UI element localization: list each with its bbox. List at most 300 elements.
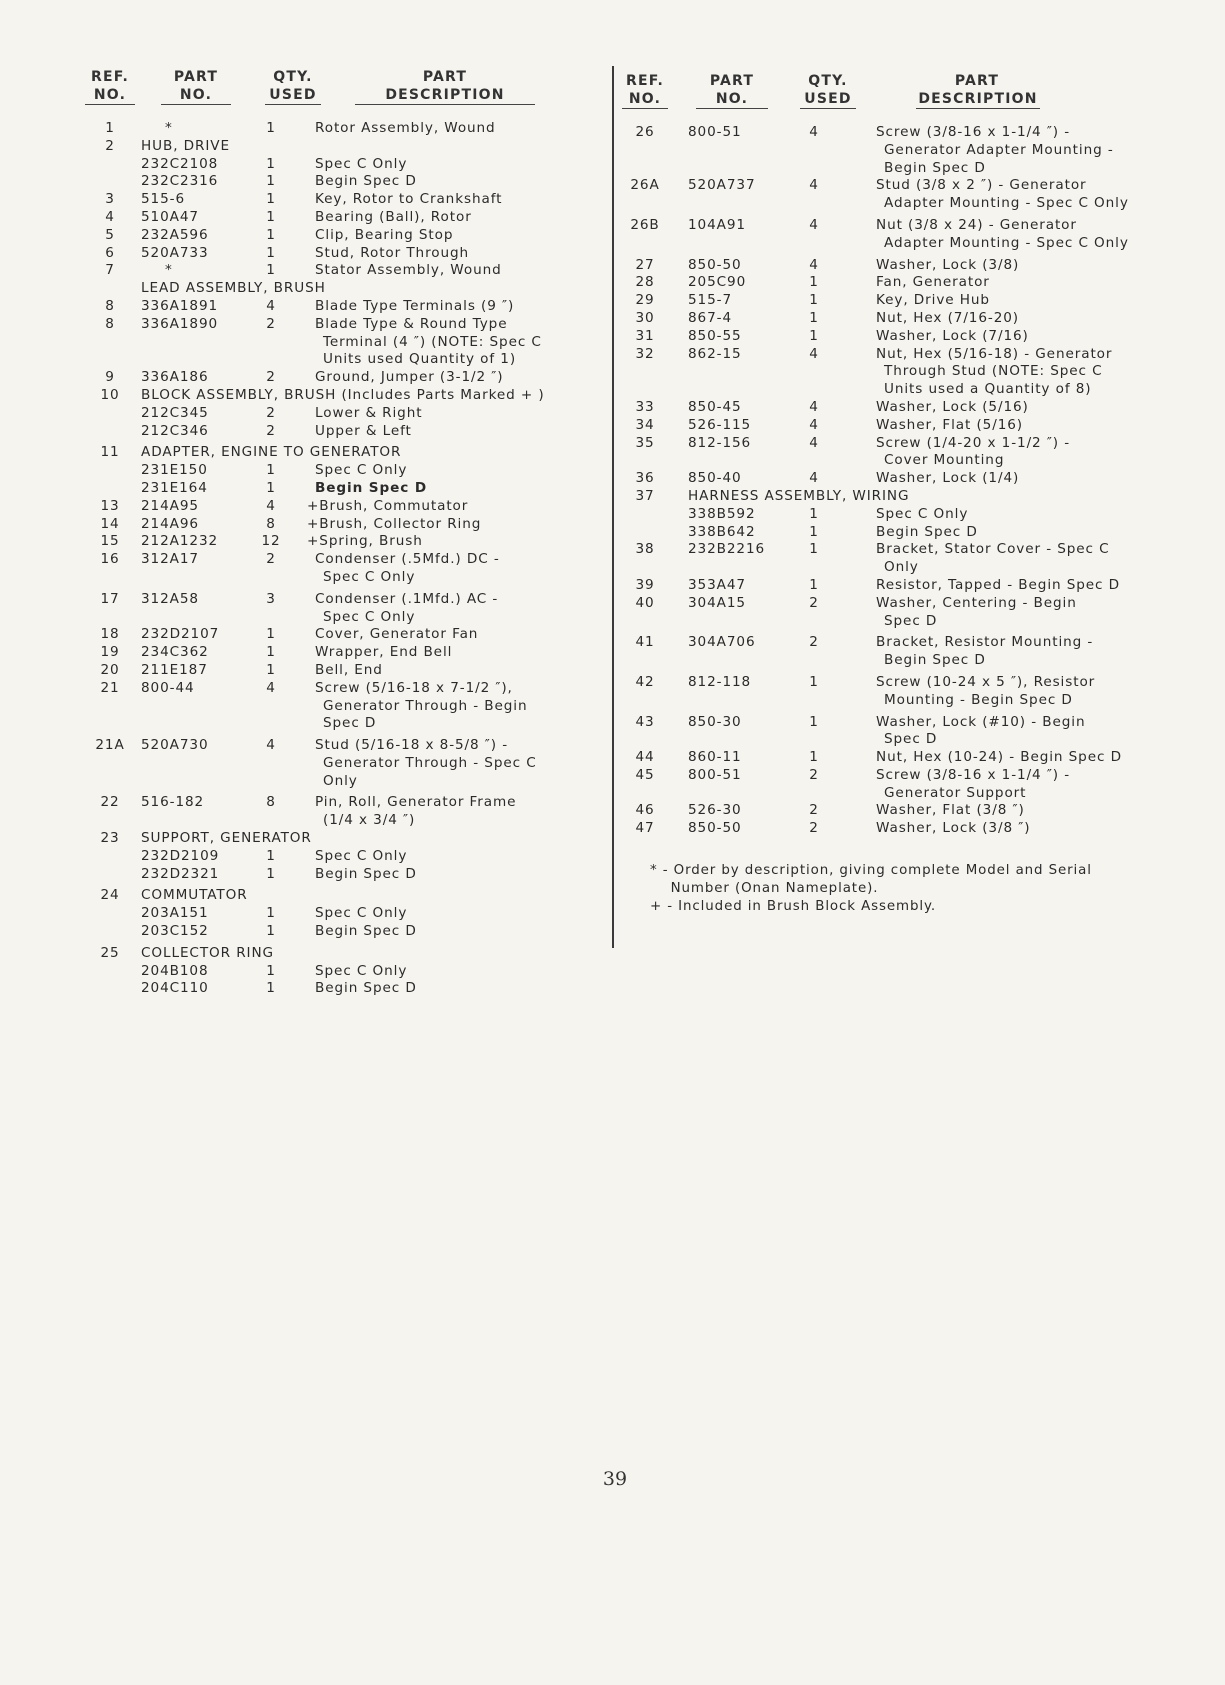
group-row	[85, 945, 605, 963]
part-description: Condenser (.1Mfd.) AC -	[315, 590, 499, 607]
assembly-heading: BLOCK ASSEMBLY, BRUSH (Includes Parts Marked + )	[141, 386, 545, 403]
part-description: Key, Rotor to Crankshaft	[315, 191, 503, 208]
part-row	[622, 274, 1142, 292]
part-number: 336A186	[141, 369, 209, 386]
ref-number: 45	[635, 766, 655, 783]
qty-used: 2	[266, 422, 276, 439]
continuation-row	[622, 160, 1142, 178]
part-number: 212C345	[141, 404, 209, 421]
part-description: Lower & Right	[315, 404, 423, 421]
part-description: Spec C Only	[315, 847, 408, 864]
continuation-row	[622, 195, 1142, 213]
part-description: Washer, Lock (3/8 ″)	[876, 820, 1031, 837]
group-row	[85, 138, 605, 156]
ref-number: 16	[100, 551, 120, 568]
part-description: Nut, Hex (5/16-18) - Generator	[876, 345, 1113, 362]
ref-number: 28	[635, 274, 655, 291]
part-row	[85, 120, 605, 138]
qty-used: 2	[266, 551, 276, 568]
ref-number: 30	[635, 309, 655, 326]
part-number: 860-11	[688, 749, 742, 766]
part-row	[622, 767, 1142, 785]
ref-header-line1: REF.	[626, 73, 664, 89]
ref-number: 15	[100, 533, 120, 550]
ref-number: 33	[635, 398, 655, 415]
assembly-heading: SUPPORT, GENERATOR	[141, 830, 312, 847]
continuation-row	[85, 334, 605, 352]
part-row	[85, 316, 605, 334]
ref-number: 21A	[95, 737, 125, 754]
continuation-row	[622, 559, 1142, 577]
continuation-row	[622, 381, 1142, 399]
part-number: 850-50	[688, 820, 742, 837]
qty-used: 1	[809, 576, 819, 593]
part-description-cont: Only	[323, 772, 358, 789]
continuation-row	[622, 363, 1142, 381]
qty-used: 1	[809, 274, 819, 291]
qty-used: 4	[809, 216, 819, 233]
part-description: Washer, Lock (7/16)	[876, 327, 1029, 344]
part-row	[85, 737, 605, 755]
part-row	[85, 848, 605, 866]
part-number: 812-156	[688, 434, 752, 451]
part-description: Stud (5/16-18 x 8-5/8 ″) -	[315, 737, 509, 754]
part-number: 312A17	[141, 551, 199, 568]
assembly-heading: HARNESS ASSEMBLY, WIRING	[688, 487, 910, 504]
ref-number: 26A	[630, 177, 660, 194]
part-description-cont: Begin Spec D	[884, 652, 986, 669]
part-row	[85, 680, 605, 698]
qty-used: 2	[266, 315, 276, 332]
continuation-row	[622, 692, 1142, 710]
part-number: 211E187	[141, 661, 208, 678]
qty-used: 1	[809, 673, 819, 690]
continuation-row	[85, 609, 605, 627]
qty-used: 1	[266, 208, 276, 225]
qty-used: 1	[266, 962, 276, 979]
part-row	[622, 177, 1142, 195]
part-number: 212C346	[141, 422, 209, 439]
ref-number: 40	[635, 594, 655, 611]
qty-used: 1	[809, 523, 819, 540]
part-description: Stud (3/8 x 2 ″) - Generator	[876, 177, 1087, 194]
part-row	[622, 674, 1142, 692]
part-row	[85, 209, 605, 227]
ref-number: 14	[100, 515, 120, 532]
group-row	[85, 444, 605, 462]
footnote-line: Number (Onan Nameplate).	[650, 881, 879, 897]
part-description-cont: Units used a Quantity of 8)	[884, 381, 1092, 398]
ref-number: 8	[105, 315, 115, 332]
part-number: 203C152	[141, 923, 209, 940]
continuation-row	[85, 569, 605, 587]
continuation-row	[85, 773, 605, 791]
part-row	[622, 470, 1142, 488]
part-description-cont: Only	[884, 559, 919, 576]
qty-used: 3	[266, 590, 276, 607]
part-number: 214A95	[141, 497, 199, 514]
right-parts-column	[622, 72, 1142, 916]
ref-number: 24	[100, 887, 120, 904]
group-row	[85, 280, 605, 298]
part-row	[85, 963, 605, 981]
part-number: 515-6	[141, 191, 186, 208]
qty-used: 12	[261, 533, 281, 550]
part-description: Bell, End	[315, 661, 383, 678]
part-number: 204C110	[141, 980, 209, 997]
part-description: Screw (3/8-16 x 1-1/4 ″) -	[876, 124, 1071, 140]
part-description: Nut (3/8 x 24) - Generator	[876, 216, 1077, 233]
part-row	[622, 292, 1142, 310]
ref-number: 18	[100, 626, 120, 643]
continuation-row	[622, 785, 1142, 803]
part-row	[85, 245, 605, 263]
ref-number: 6	[105, 244, 115, 261]
qty-header-line2: USED	[800, 90, 856, 109]
part-row	[85, 516, 605, 534]
part-description-cont: Adapter Mounting - Spec C Only	[884, 234, 1129, 251]
ref-number: 36	[635, 470, 655, 487]
qty-used: 2	[809, 820, 819, 837]
part-description: Blade Type Terminals (9 ″)	[315, 297, 515, 314]
part-number: 850-30	[688, 713, 742, 730]
page-number: 39	[602, 1468, 628, 1490]
part-row	[622, 417, 1142, 435]
qty-used: 1	[266, 923, 276, 940]
part-description-cont: Begin Spec D	[884, 159, 986, 176]
part-description: Begin Spec D	[315, 865, 417, 882]
footnote-line: + - Included in Brush Block Assembly.	[650, 899, 937, 915]
continuation-row	[85, 351, 605, 369]
part-description: Bracket, Stator Cover - Spec C	[876, 541, 1110, 558]
part-row	[85, 480, 605, 498]
group-row	[622, 488, 1142, 506]
part-header-line2: NO.	[696, 90, 768, 109]
continuation-row	[622, 235, 1142, 253]
part-description: Fan, Generator	[876, 274, 990, 291]
qty-used: 1	[266, 905, 276, 922]
part-number: 520A737	[688, 177, 756, 194]
part-number: 336A1890	[141, 315, 219, 332]
qty-used: 2	[809, 634, 819, 651]
assembly-heading: COMMUTATOR	[141, 887, 248, 904]
ref-number: 10	[100, 386, 120, 403]
part-description: Rotor Assembly, Wound	[315, 120, 496, 136]
part-row	[85, 262, 605, 280]
part-description: Begin Spec D	[315, 980, 417, 997]
qty-used: 1	[809, 713, 819, 730]
part-description: Washer, Lock (5/16)	[876, 398, 1029, 415]
part-row	[85, 423, 605, 441]
part-number: 212A1232	[141, 533, 219, 550]
ref-number: 21	[100, 679, 120, 696]
ref-number: 38	[635, 541, 655, 558]
part-description: Washer, Lock (#10) - Begin	[876, 713, 1086, 730]
part-description: Begin Spec D	[876, 523, 978, 540]
continuation-row	[85, 812, 605, 830]
part-description-cont: (1/4 x 3/4 ″)	[323, 812, 416, 829]
part-description: Nut, Hex (10-24) - Begin Spec D	[876, 749, 1122, 766]
ref-number: 32	[635, 345, 655, 362]
ref-number: 11	[100, 444, 120, 461]
part-row	[85, 905, 605, 923]
part-row	[622, 435, 1142, 453]
part-row	[622, 541, 1142, 559]
ref-number: 7	[105, 262, 115, 279]
ref-number: 43	[635, 713, 655, 730]
part-row	[622, 577, 1142, 595]
qty-used: 4	[809, 470, 819, 487]
part-description: Resistor, Tapped - Begin Spec D	[876, 576, 1121, 593]
part-row	[85, 369, 605, 387]
part-description: Begin Spec D	[315, 173, 417, 190]
part-number: 850-45	[688, 398, 742, 415]
part-number: 232C2316	[141, 173, 219, 190]
ref-number: 39	[635, 576, 655, 593]
part-row	[622, 749, 1142, 767]
part-row	[85, 462, 605, 480]
right-parts-rows	[622, 124, 1142, 838]
qty-used: 1	[266, 120, 276, 136]
part-number: 526-115	[688, 416, 752, 433]
qty-used: 1	[809, 309, 819, 326]
ref-number: 2	[105, 137, 115, 154]
part-header-line1: PART	[173, 69, 219, 85]
left-parts-column	[85, 68, 605, 998]
part-number: 232A596	[141, 226, 209, 243]
part-description: Cover, Generator Fan	[315, 626, 479, 643]
part-description-cont: Generator Through - Spec C	[323, 754, 537, 771]
ref-header-line2: NO.	[85, 86, 135, 105]
qty-used: 1	[266, 626, 276, 643]
continuation-row	[622, 731, 1142, 749]
ref-number: 17	[100, 590, 120, 607]
part-row	[622, 820, 1142, 838]
part-row	[85, 794, 605, 812]
part-description: Clip, Bearing Stop	[315, 226, 454, 243]
continuation-row	[622, 452, 1142, 470]
part-row	[85, 227, 605, 245]
part-number: 232D2107	[141, 626, 220, 643]
part-description: Begin Spec D	[315, 479, 427, 496]
qty-used: 4	[266, 679, 276, 696]
part-description: Bracket, Resistor Mounting -	[876, 634, 1094, 651]
part-description: Screw (1/4-20 x 1-1/2 ″) -	[876, 434, 1071, 451]
part-description: Spec C Only	[315, 462, 408, 479]
part-description-cont: Mounting - Begin Spec D	[884, 691, 1073, 708]
qty-used: 1	[809, 327, 819, 344]
qty-used: 2	[266, 404, 276, 421]
part-description-cont: Spec D	[884, 731, 938, 748]
part-row	[85, 533, 605, 551]
ref-number: 20	[100, 661, 120, 678]
continuation-row	[622, 652, 1142, 670]
part-description: Spec C Only	[876, 505, 969, 522]
qty-header-line1: QTY.	[808, 73, 848, 89]
part-description-cont: Terminal (4 ″) (NOTE: Spec C	[323, 333, 542, 350]
part-number: 862-15	[688, 345, 742, 362]
part-number: 104A91	[688, 216, 746, 233]
part-description: Pin, Roll, Generator Frame	[315, 794, 517, 811]
part-number: 800-51	[688, 124, 742, 140]
desc-header-line1: PART	[954, 73, 1000, 89]
ref-number: 25	[100, 944, 120, 961]
part-number: 203A151	[141, 905, 209, 922]
qty-used: 1	[266, 865, 276, 882]
part-number: 231E150	[141, 462, 208, 479]
ref-number: 35	[635, 434, 655, 451]
part-number: 234C362	[141, 644, 209, 661]
part-description-cont: Spec D	[323, 715, 377, 732]
qty-used: 4	[809, 256, 819, 273]
part-row	[85, 662, 605, 680]
qty-used: 4	[809, 124, 819, 140]
part-number: 204B108	[141, 962, 209, 979]
part-row	[622, 399, 1142, 417]
part-row	[85, 591, 605, 609]
part-description: Ground, Jumper (3-1/2 ″)	[315, 369, 504, 386]
part-description: Spec C Only	[315, 155, 408, 172]
qty-used: 4	[809, 434, 819, 451]
assembly-heading: COLLECTOR RING	[141, 944, 274, 961]
ref-number: 29	[635, 292, 655, 309]
qty-used: 4	[266, 737, 276, 754]
part-description: Nut, Hex (7/16-20)	[876, 309, 1020, 326]
ref-header-line2: NO.	[622, 90, 668, 109]
part-number: 800-44	[141, 679, 195, 696]
qty-used: 1	[266, 980, 276, 997]
qty-used: 1	[809, 292, 819, 309]
ref-number: 47	[635, 820, 655, 837]
continuation-row	[622, 613, 1142, 631]
part-row	[85, 191, 605, 209]
part-row	[622, 310, 1142, 328]
part-row	[622, 328, 1142, 346]
part-number: 800-51	[688, 766, 742, 783]
qty-used: 8	[266, 515, 276, 532]
part-number: 232C2108	[141, 155, 219, 172]
part-number: 515-7	[688, 292, 733, 309]
part-number: 338B642	[688, 523, 756, 540]
continuation-row	[85, 698, 605, 716]
desc-header-line2: DESCRIPTION	[916, 90, 1040, 109]
part-description: Upper & Left	[315, 422, 412, 439]
ref-number: 26B	[630, 216, 660, 233]
part-number: *	[165, 120, 173, 136]
part-number: 850-40	[688, 470, 742, 487]
ref-number: 9	[105, 369, 115, 386]
part-row	[85, 173, 605, 191]
part-description-cont: Spec C Only	[323, 608, 416, 625]
part-number: 520A730	[141, 737, 209, 754]
part-description: Bearing (Ball), Rotor	[315, 208, 472, 225]
part-row	[622, 634, 1142, 652]
part-number: 336A1891	[141, 297, 219, 314]
part-row	[85, 298, 605, 316]
part-row	[85, 866, 605, 884]
ref-number: 3	[105, 191, 115, 208]
ref-number: 34	[635, 416, 655, 433]
part-description: Washer, Lock (3/8)	[876, 256, 1020, 273]
part-row	[622, 595, 1142, 613]
part-description-cont: Adapter Mounting - Spec C Only	[884, 195, 1129, 212]
part-number: 510A47	[141, 208, 199, 225]
part-number: 312A58	[141, 590, 199, 607]
part-row	[622, 506, 1142, 524]
part-description-cont: Spec D	[884, 612, 938, 629]
column-divider	[612, 66, 614, 948]
part-description-cont: Through Stud (NOTE: Spec C	[884, 363, 1103, 380]
continuation-row	[85, 715, 605, 733]
group-row	[85, 387, 605, 405]
ref-number: 13	[100, 497, 120, 514]
qty-used: 4	[809, 345, 819, 362]
qty-used: 1	[266, 661, 276, 678]
part-number: 850-55	[688, 327, 742, 344]
group-row	[85, 830, 605, 848]
ref-number: 1	[105, 120, 115, 136]
footnotes	[650, 862, 1142, 916]
qty-used: 1	[266, 847, 276, 864]
part-description: Spec C Only	[315, 962, 408, 979]
part-description: Condenser (.5Mfd.) DC -	[315, 551, 500, 568]
qty-used: 1	[809, 749, 819, 766]
part-row	[85, 156, 605, 174]
part-row	[622, 346, 1142, 364]
part-description: Stud, Rotor Through	[315, 244, 470, 261]
part-row	[622, 217, 1142, 235]
part-row	[622, 524, 1142, 542]
part-row	[85, 644, 605, 662]
qty-header-line1: QTY.	[273, 69, 313, 85]
part-row	[85, 551, 605, 569]
part-row	[85, 980, 605, 998]
qty-used: 1	[266, 155, 276, 172]
continuation-row	[622, 142, 1142, 160]
qty-used: 1	[266, 226, 276, 243]
part-description: Spec C Only	[315, 905, 408, 922]
ref-number: 26	[635, 124, 655, 140]
part-number: 520A733	[141, 244, 209, 261]
part-number: 338B592	[688, 505, 756, 522]
qty-used: 1	[266, 244, 276, 261]
part-description-cont: Generator Through - Begin	[323, 697, 528, 714]
part-description: Washer, Centering - Begin	[876, 594, 1077, 611]
part-number: 812-118	[688, 673, 752, 690]
qty-used: 2	[266, 369, 276, 386]
qty-used: 4	[809, 398, 819, 415]
part-description-cont: Generator Adapter Mounting -	[884, 141, 1114, 158]
qty-used: 4	[266, 497, 276, 514]
part-description: +Brush, Commutator	[307, 497, 469, 514]
qty-header-line2: USED	[265, 86, 321, 105]
assembly-heading: LEAD ASSEMBLY, BRUSH	[141, 280, 326, 297]
ref-header-line1: REF.	[91, 69, 129, 85]
qty-used: 1	[266, 479, 276, 496]
ref-number: 46	[635, 802, 655, 819]
part-description: Stator Assembly, Wound	[315, 262, 502, 279]
part-number: 526-30	[688, 802, 742, 819]
part-number: 304A15	[688, 594, 746, 611]
part-description: +Spring, Brush	[307, 533, 423, 550]
part-row	[85, 626, 605, 644]
ref-number: 5	[105, 226, 115, 243]
ref-number: 4	[105, 208, 115, 225]
qty-used: 1	[266, 644, 276, 661]
ref-number: 37	[635, 487, 655, 504]
part-row	[85, 923, 605, 941]
part-description: +Brush, Collector Ring	[307, 515, 482, 532]
